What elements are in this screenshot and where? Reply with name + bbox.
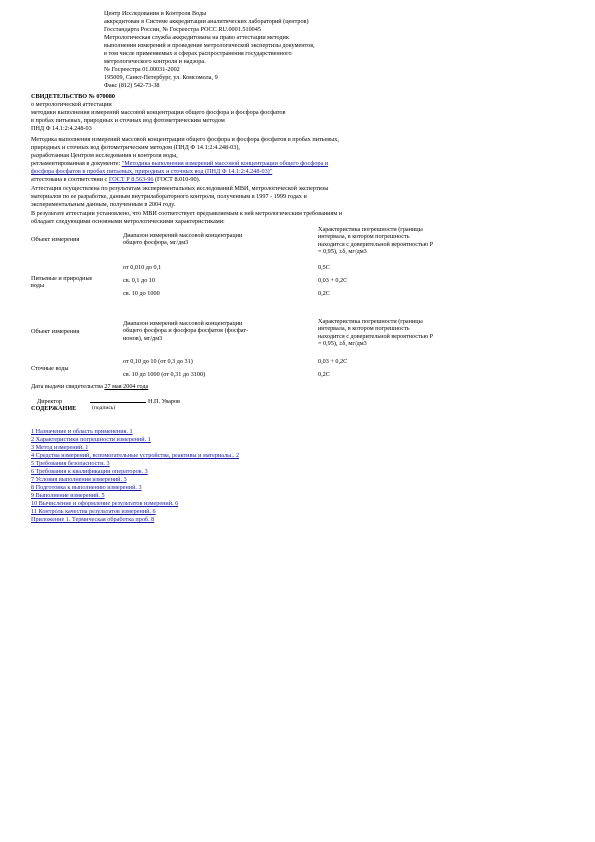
table-header-char-line: находится с доверительной вероятностью Р xyxy=(318,240,434,248)
table-range-cell: от 0,10 до 10 (от 0,3 до 31) xyxy=(123,358,193,365)
certificate-paragraph: природных и сточных вод фотометрическим методом (ПНД Ф 14.1:2:4.248-03), xyxy=(31,144,240,151)
certificate-subtitle: о метрологической аттестации xyxy=(31,101,112,108)
header-line: Метрологическая служба аккредитована на право аттестации методик xyxy=(104,34,289,41)
table-range-cell: св. 10 до 1000 (от 0,31 до 3100) xyxy=(123,371,206,378)
issue-date-line xyxy=(31,383,148,391)
header-line: Госстандарта России, № Госреестра РОСС RU.0001.510045 xyxy=(104,26,261,33)
header-line: аккредитован в Системе аккредитации аналитических лабораторий (центров) xyxy=(104,18,309,25)
table-header-range xyxy=(123,232,242,247)
certificate-method-title: методики выполнения измерений массовой концентрации общего фосфора и фосфора фосфатов xyxy=(31,109,286,116)
certificate-paragraph: В результате аттестации установлено, что МВИ соответствует предъявляемым к ней метрологическим требованиям и xyxy=(31,210,343,217)
table-range-cell: св. 0,1 до 10 xyxy=(123,277,156,284)
table-char-cell: 0,5С xyxy=(318,264,330,271)
toc-item[interactable]: 4 Средства измерений, вспомогательные устройства, реактивы и материалы.. 2 xyxy=(31,452,240,459)
table-header-range-line: общего фосфора, мг/дм3 xyxy=(123,239,189,247)
regulation-document-link[interactable]: "Методика выполнения измерений массовой концентрации общего фосфора и xyxy=(121,160,329,167)
certificate-paragraph: экспериментальным данным, полученным в 2004 году. xyxy=(31,201,176,208)
attestation-line xyxy=(31,176,200,184)
toc-item[interactable]: 6 Требования к квалификации операторов. 3 xyxy=(31,468,148,475)
developer-line: разработанная Центром исследования и контроля воды, xyxy=(31,152,178,159)
table-header-range xyxy=(123,320,248,342)
table-header-range-line: Диапазон измерений массовой концентрации xyxy=(123,232,243,239)
regulation-line xyxy=(31,160,328,168)
table-range-cell: от 0,010 до 0,1 xyxy=(123,264,162,271)
signature-caption: (подпись) xyxy=(92,405,116,411)
toc-item[interactable]: Приложение 1. Термическая обработка проб. 8 xyxy=(31,516,155,523)
header-line: метрологического контроля и надзора. xyxy=(104,58,206,65)
table-header-object: Объект измерения xyxy=(31,236,80,243)
table-header-char-line: находится с доверительной вероятностью Р xyxy=(318,332,434,340)
issue-date-prefix: Дата выдачи свидетельства xyxy=(31,383,105,390)
table-header-range-line: Диапазон измерений массовой концентрации xyxy=(123,320,243,327)
toc-item[interactable]: 1 Назначение и область применения. 1 xyxy=(31,428,133,435)
table-object-line: воды xyxy=(31,282,45,290)
certificate-document-code: ПНД Ф 14.1:2:4.248-03 xyxy=(31,125,92,132)
toc-item[interactable]: 9 Выполнение измерений. 5 xyxy=(31,492,105,499)
certificate-method-title: в пробах питьевых, природных и сточных вод фотометрическим методом xyxy=(31,117,225,124)
signature-name: Н.П. Уваров xyxy=(148,398,180,405)
certificate-paragraph: материалов по ее разработке, данным внутрилабораторного контроля, полученным в 1997 - 1999 годах и xyxy=(31,193,307,200)
table-header-char-line: интервала, в котором погрешность xyxy=(318,233,410,241)
toc-item[interactable]: 2 Характеристики погрешности измерений. 1 xyxy=(31,436,151,443)
toc-item[interactable]: 11 Контроль качества результатов измерений. 6 xyxy=(31,508,156,515)
certificate-paragraph: обладает следующими основными метрологическими характеристиками: xyxy=(31,218,225,225)
regulation-document-link[interactable]: фосфора фосфатов в пробах питьевых, природных и сточных вод (ПНД Ф 14.1:2:4.248-03)" xyxy=(31,168,273,175)
table-header-object: Объект измерения xyxy=(31,328,80,335)
table-header-char-line: Характеристика погрешности (границы xyxy=(318,318,423,325)
toc-item[interactable]: 7 Условия выполнения измерений. 3 xyxy=(31,476,127,483)
table-header-char-line: интервала, в котором погрешность xyxy=(318,325,410,333)
signature-line xyxy=(90,402,146,403)
toc-item[interactable]: 5 Требования безопасности. 3 xyxy=(31,460,110,467)
table-object-cell xyxy=(31,275,92,290)
table-char-cell: 0,2С xyxy=(318,371,330,378)
signature-role: Директор xyxy=(37,398,63,405)
toc-item[interactable]: 8 Подготовка к выполнению измерений. 3 xyxy=(31,484,142,491)
toc-item[interactable]: 3 Метод измерений. 1 xyxy=(31,444,89,451)
table-header-char-line: = 0,95), ±δ, мг/дм3 xyxy=(318,248,367,256)
table-char-cell: 0,03 + 0,2С xyxy=(318,358,348,365)
table-header-char-line: = 0,95), ±δ, мг/дм3 xyxy=(318,340,367,348)
issue-date-value: 27 мая 2004 года xyxy=(104,383,149,390)
header-line: Факс (812) 542-73-38 xyxy=(104,82,160,89)
toc-title: СОДЕРЖАНИЕ xyxy=(31,405,77,412)
table-header-range-line: общего фосфора и фосфора фосфатов (фосфат- xyxy=(123,327,249,335)
table-char-cell: 0,03 + 0,2С xyxy=(318,277,348,284)
table-header-char-line: Характеристика погрешности (границы xyxy=(318,226,423,233)
attestation-suffix: (ГОСТ 8.010-90). xyxy=(153,176,201,183)
regulation-prefix: регламентированная в документе: xyxy=(31,160,122,167)
toc-item[interactable]: 10 Вычисление и оформление результатов измерений. 6 xyxy=(31,500,179,507)
table-header-characteristic xyxy=(318,226,433,256)
table-object-cell: Сточные воды xyxy=(31,365,69,372)
header-line: в том числе применяемых в сферах распространения государственного xyxy=(104,50,292,57)
table-range-cell: св. 10 до 1000 xyxy=(123,290,160,297)
header-line: Центр Исследования и Контроля Воды xyxy=(104,10,207,17)
header-line: 195009, Санкт-Петербург, ул. Комсомола, 9 xyxy=(104,74,218,81)
table-char-cell: 0,2С xyxy=(318,290,330,297)
table-header-characteristic xyxy=(318,318,433,348)
header-line: выполнения измерений и проведение метрологической экспертизы документов, xyxy=(104,42,315,49)
header-line: № Госреестра 01.00031-2002 xyxy=(104,66,180,73)
gost-link[interactable]: ГОСТ Р 8.563-96 xyxy=(108,176,154,183)
certificate-paragraph: Аттестация осуществлена по результатам экспериментальных исследований МВИ, метрологической экспертизы xyxy=(31,185,329,192)
table-header-range-line: ионов), мг/дм3 xyxy=(123,334,163,342)
certificate-title: СВИДЕТЕЛЬСТВО № 070080 xyxy=(31,93,115,100)
table-object-line: Питьевые и природные xyxy=(31,275,93,282)
certificate-paragraph: Методика выполнения измерений массовой концентрации общего фосфора и фосфора фосфатов в пробах питьевых, xyxy=(31,136,339,143)
attestation-prefix: аттестована в соответствии с xyxy=(31,176,109,183)
